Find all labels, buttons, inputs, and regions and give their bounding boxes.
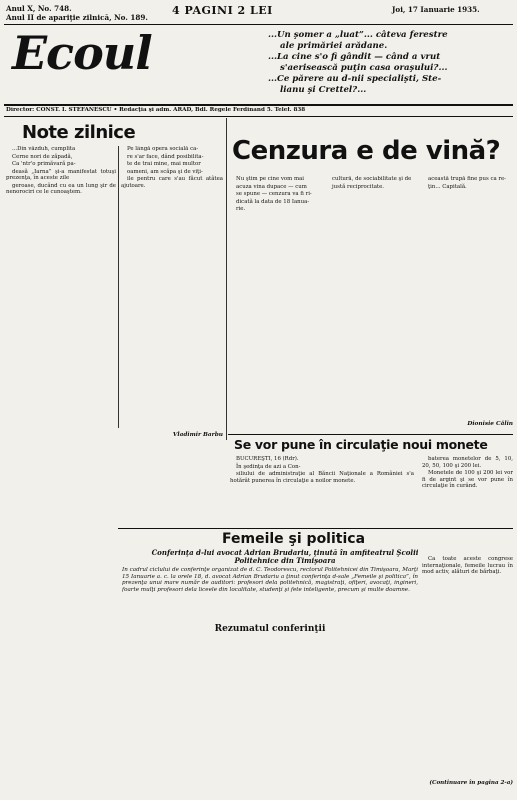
monete-rule [228, 434, 513, 435]
teaser-line: ...Ce părere au d-nii specialişti, Ste- [268, 74, 442, 84]
price-line: 4 PAGINI 2 LEI [172, 4, 273, 17]
monete-text: BUCUREŞTI, 16 (Rdr). În şedinţa de azi a Con- siliului de administraţie al Băncii Naţionale a României s'a hotărât punerea în circulaţie a noilor monete. [230, 456, 414, 484]
cenzura-signature: Dionisie Călin [467, 421, 513, 427]
teaser-line: s'aerisească puţin casa oraşului?... [280, 63, 448, 73]
cenzura-col3: această trupă fine pus ca re- ţin... Capitală. [428, 176, 506, 190]
femeile-headline: Femeile şi politica [222, 531, 366, 547]
top-rule [4, 24, 513, 25]
issue-number: Anul X, No. 748. [6, 4, 72, 13]
femeile-rule [118, 528, 513, 529]
issue-date: Joi, 17 Ianuarie 1935. [392, 5, 480, 14]
monete-side: baterea monetelor de 5, 10, 20, 50, 100 şi 200 lei. Monetele de 100 şi 200 lei vor fi de argint şi se vor pune în circulaţie în curând. [422, 456, 513, 489]
note-zilnice-headline: Note zilnice [22, 122, 136, 143]
director-rule [4, 116, 513, 117]
issue-subline: Anul II de apariţie zilnică, No. 189. [6, 13, 148, 22]
masthead-title: Ecoul [12, 26, 152, 80]
masthead-rule [4, 104, 513, 106]
teaser-line: ale primăriei arădane. [280, 41, 388, 51]
note-zilnice-col2: Pe lângă opera socială ca- re s'ar face, dând posibilita- te de trai mine, mai multor oameni, am scăpa şi de viţi- ile pentru care s'au făcut atâtea ajutoare. [121, 146, 223, 189]
note-zilnice-signature: Vladimir Barbu [172, 432, 223, 438]
cenzura-col2: cultură, de sociabilitate şi de justă reciprocitate. [332, 176, 412, 190]
continuation-note: (Continuare în pagina 2-a) [429, 780, 513, 786]
section-divider [226, 118, 227, 440]
cenzura-headline: Cenzura e de vină? [232, 136, 501, 166]
teaser-box [268, 30, 514, 96]
director-line: Director: CONST. I. STEFĂNESCU • Redacţia şi adm. ARAD, Bdl. Regele Ferdinand 5. Telef. 838 [6, 107, 306, 113]
femeile-col4: Ca toate aceste congrese internaţionale, femeile lucrau în mod activ, alături de bărbaţi. [422, 556, 513, 575]
cenzura-col1: Nu ştim pe cine vom mai acuza vina dupace — cum se spune — cenzura va fi ri- dicată la data de 18 Ianua- rie. [236, 176, 312, 212]
note-zilnice-col1: ...Din văzduh, cumplita Cerne nori de zăpadă, Ca 'ntr'o primăvară pa- deasă „Iarna” şi-a manifestat totuşi prezenţa, în aceste zile geroase, ducând cu ea un lung şir de nenorociri ce le cunoaştem. [6, 146, 116, 195]
rezumat-headline: Rezumatul conferinţii [214, 624, 326, 634]
teaser-line: ...La cine s'o fi gândit — când a vrut [268, 52, 441, 62]
femeile-subtitle: Conferinţa d-lui avocat Adrian Brudariu, ţinută în amfiteatrul Şcolii Politehnice din Timişoara [151, 548, 419, 565]
monete-headline: Se vor pune în circulaţie noui monete [234, 437, 488, 452]
femeile-lead: În cadrul ciclului de conferinţe organizat de d. C. Teodorescu, rectorul Politehnicei din Timişoara, Marţi 15 Ianuarie a. c. la orele 18, d. avocat Adrian Brudariu a ţinut conferinţa d-sale „Femeile şi politica”, în prezenţa unui mare număr de auditori: profesori dela politehnică, magistraţi, ofiţeri, avocaţi, ingineri, foarte mulţi profesori dela liceele din localitate, studenţi şi fete inteligente, precum şi multe doamne. [122, 567, 418, 594]
teaser-line: ...Un şomer a „luat”... câteva ferestre [268, 30, 448, 40]
teaser-line: lianu şi Crettel?... [280, 85, 367, 95]
column-divider [118, 146, 119, 428]
